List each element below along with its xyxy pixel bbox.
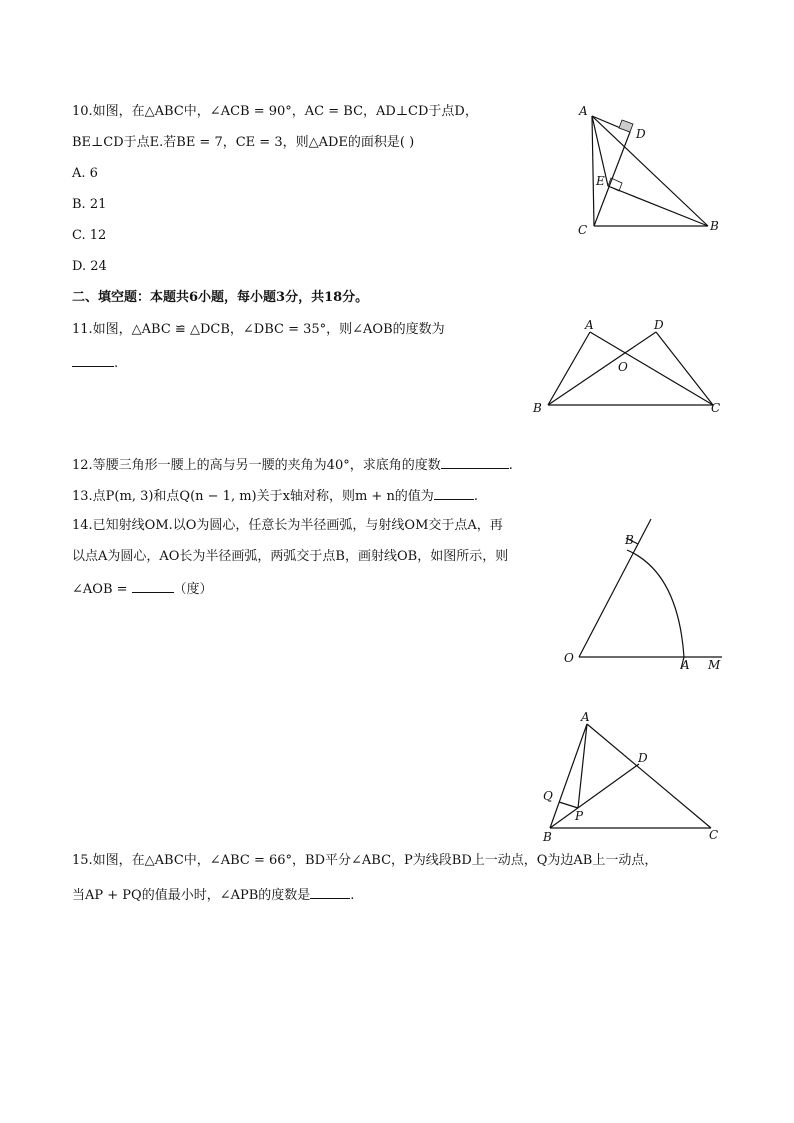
q10-line2: BE⊥CD于点E.若BE = 7，CE = 3，则△ADE的面积是( ): [72, 135, 415, 150]
q15-figure: [538, 708, 728, 848]
q15-segment-pq: [559, 802, 578, 808]
q14-answer-blank[interactable]: [132, 580, 174, 593]
q14-label-o: O: [564, 651, 574, 665]
q15-label-d: D: [638, 751, 648, 765]
q11-answer-blank[interactable]: [72, 354, 114, 367]
q11-label-b: B: [533, 401, 542, 415]
q10-label-d: D: [636, 127, 646, 141]
q15-label-a: A: [581, 710, 590, 724]
q15-answer-blank[interactable]: [310, 886, 350, 899]
q12-end: .: [508, 458, 513, 473]
q14-line1: 14.已知射线OM.以O为圆心，任意长为半径画弧，与射线OM交于点A，再: [72, 518, 503, 533]
q10-option-c: C. 12: [72, 228, 107, 243]
q15-line2-prefix: 当AP + PQ的值最小时，∠APB的度数是: [72, 888, 311, 903]
q14-arc: [627, 550, 684, 669]
q15-bisector-bd: [550, 764, 639, 828]
q15-line1: 15.如图，在△ABC中，∠ABC = 66°，BD平分∠ABC，P为线段BD上一动点，Q为边AB上一动点，: [72, 853, 658, 868]
q11-label-c: C: [711, 401, 721, 415]
q13-text: 13.点P(m, 3)和点Q(n − 1, m)关于x轴对称，则m + n的值为: [72, 489, 434, 504]
q11-side-ac: [590, 332, 713, 405]
q15-side-ac: [587, 724, 711, 828]
q10-label-e: E: [596, 174, 605, 188]
q11-label-a: A: [585, 318, 594, 332]
q10-line1: 10.如图，在△ABC中，∠ACB = 90°，AC = BC，AD⊥CD于点D，: [72, 104, 478, 119]
q15-label-q: Q: [543, 789, 553, 803]
q14-line2: 以点A为圆心，AO长为半径画弧，两弧交于点B，画射线OB，如图所示，则: [72, 549, 509, 564]
q10-option-a: A. 6: [72, 166, 98, 181]
q12-answer-blank[interactable]: [441, 456, 509, 469]
q14-label-a: A: [681, 658, 690, 672]
q10-line-be: [608, 186, 708, 226]
q11-blank-end: .: [114, 356, 119, 371]
q14-figure: [560, 512, 730, 677]
q15-line2-suffix: .: [350, 888, 355, 903]
q13-end: .: [473, 489, 478, 504]
q15-label-p: P: [575, 809, 584, 823]
section2-title: 二、填空题：本题共6小题，每小题3分，共18分。: [72, 290, 369, 305]
q10-label-a: A: [579, 104, 588, 118]
q11-line2: [72, 354, 118, 372]
q15-label-c: C: [709, 828, 719, 842]
q14-ray-ob: [579, 519, 651, 657]
q10-option-d: D. 24: [72, 259, 107, 274]
q10-label-c: C: [578, 223, 588, 237]
q15-label-b: B: [543, 830, 552, 844]
q10-side-ac: [592, 116, 594, 226]
q11-side-dc: [656, 332, 713, 405]
q11-line1: 11.如图，△ABC ≌ △DCB，∠DBC = 35°，则∠AOB的度数为: [72, 322, 445, 337]
q10-option-b: B. 21: [72, 197, 107, 212]
q10-label-b: B: [710, 219, 719, 233]
q14-label-b: B: [625, 533, 634, 547]
q12-text: 12.等腰三角形一腰上的高与另一腰的夹角为40°，求底角的度数: [72, 458, 441, 473]
q11-side-ab: [548, 332, 590, 405]
q13-answer-blank[interactable]: [434, 487, 474, 500]
q12-line: [72, 456, 513, 474]
q14-line3-prefix: ∠AOB =: [72, 582, 128, 597]
q11-label-d: D: [654, 318, 664, 332]
q10-figure: [570, 100, 730, 240]
q11-side-db: [548, 332, 656, 405]
q15-line2: [72, 886, 354, 904]
q14-line3: [72, 580, 213, 598]
q10-side-ab: [592, 116, 708, 226]
q14-label-m: M: [708, 658, 721, 672]
q10-right-angle-d: [619, 120, 633, 132]
q11-label-o: O: [618, 360, 628, 374]
q11-figure: [525, 315, 730, 420]
q13-line: [72, 487, 478, 505]
q14-line3-suffix: （度）: [173, 582, 213, 597]
